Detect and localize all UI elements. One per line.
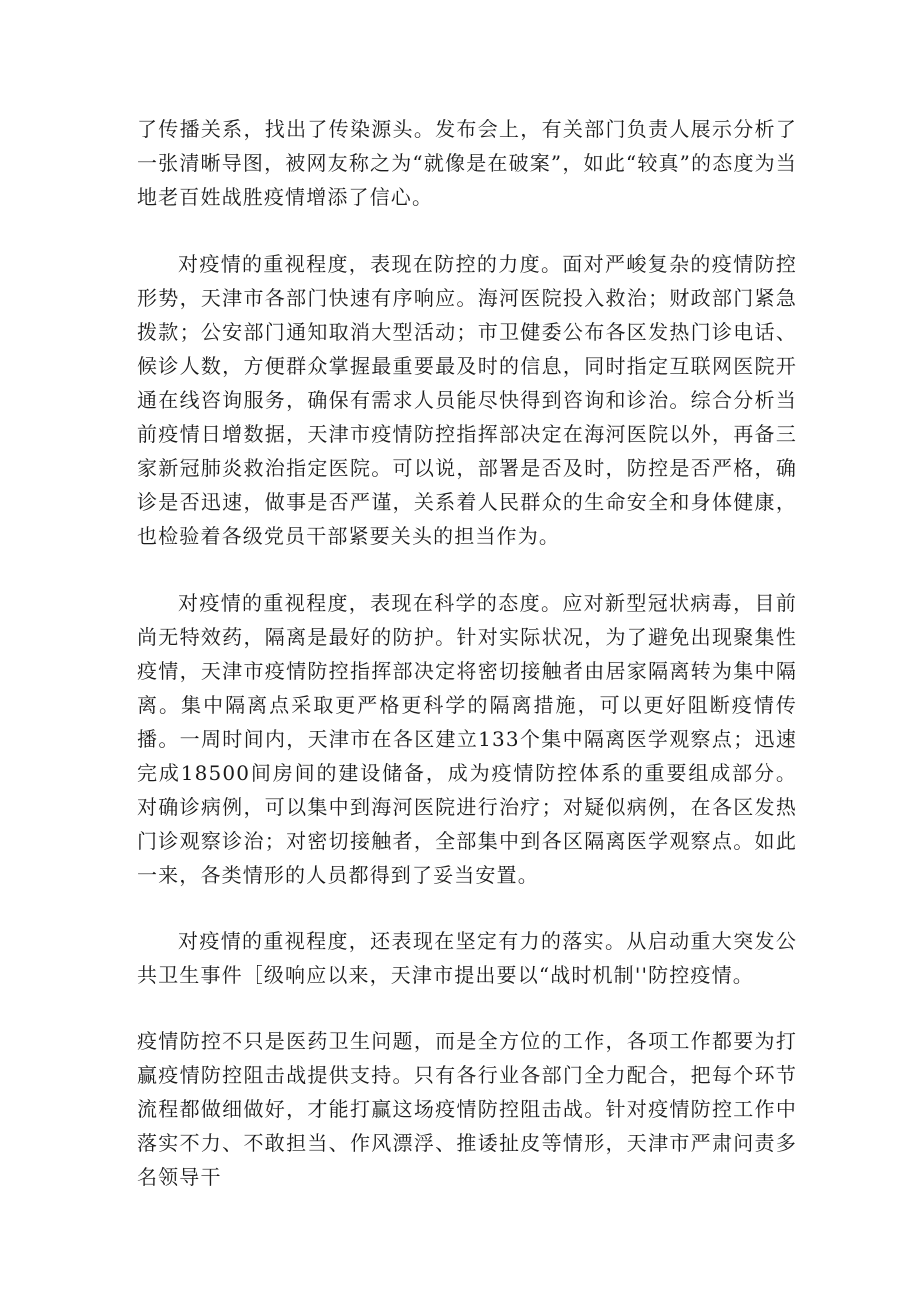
paragraph-3: 对疫情的重视程度，表现在科学的态度。应对新型冠状病毒，目前尚无特效药，隔离是最好的防护。针对实际状况，为了避免出现聚集性疫情，天津市疫情防控指挥部决定将密切接触者由居家隔离转为集中隔离。集中隔离点采取更严格更科学的隔离措施，可以更好阻断疫情传播。一周时间内，天津市在各区建立133个集中隔离医学观察点；迅速完成18500间房间的建设储备，成为疫情防控体系的重要组成部分。对确诊病例，可以集中到海河医院进行治疗；对疑似病例，在各区发热门诊观察诊治；对密切接触者，全部集中到各区隔离医学观察点。如此一来，各类情形的人员都得到了妥当安置。 [137, 591, 797, 887]
paragraph-1: 了传播关系，找出了传染源头。发布会上，有关部门负责人展示分析了一张清晰导图，被网友称之为“就像是在破案”，如此“较真”的态度为当地老百姓战胜疫情增添了信心。 [137, 117, 797, 209]
paragraph-4: 对疫情的重视程度，还表现在坚定有力的落实。从启动重大突发公共卫生事件［级响应以来，天津市提出要以“战时机制''防控疫情。 [137, 929, 797, 987]
paragraph-5: 疫情防控不只是医药卫生问题，而是全方位的工作，各项工作都要为打赢疫情防控阻击战提供支持。只有各行业各部门全力配合，把每个环节流程都做细做好，才能打赢这场疫情防控阻击战。针对疫情防控工作中落实不力、不敢担当、作风漂浮、推诿扯皮等情形，天津市严肃问责多名领导干 [137, 1029, 797, 1189]
paragraph-2: 对疫情的重视程度，表现在防控的力度。面对严峻复杂的疫情防控形势，天津市各部门快速有序响应。海河医院投入救治；财政部门紧急拨款；公安部门通知取消大型活动；市卫健委公布各区发热门诊电话、候诊人数，方便群众掌握最重要最及时的信息，同时指定互联网医院开通在线咨询服务，确保有需求人员能尽快得到咨询和诊治。综合分析当前疫情日增数据，天津市疫情防控指挥部决定在海河医院以外，再备三家新冠肺炎救治指定医院。可以说，部署是否及时，防控是否严格，确诊是否迅速，做事是否严谨，关系着人民群众的生命安全和身体健康，也检验着各级党员干部紧要关头的担当作为。 [137, 252, 797, 548]
